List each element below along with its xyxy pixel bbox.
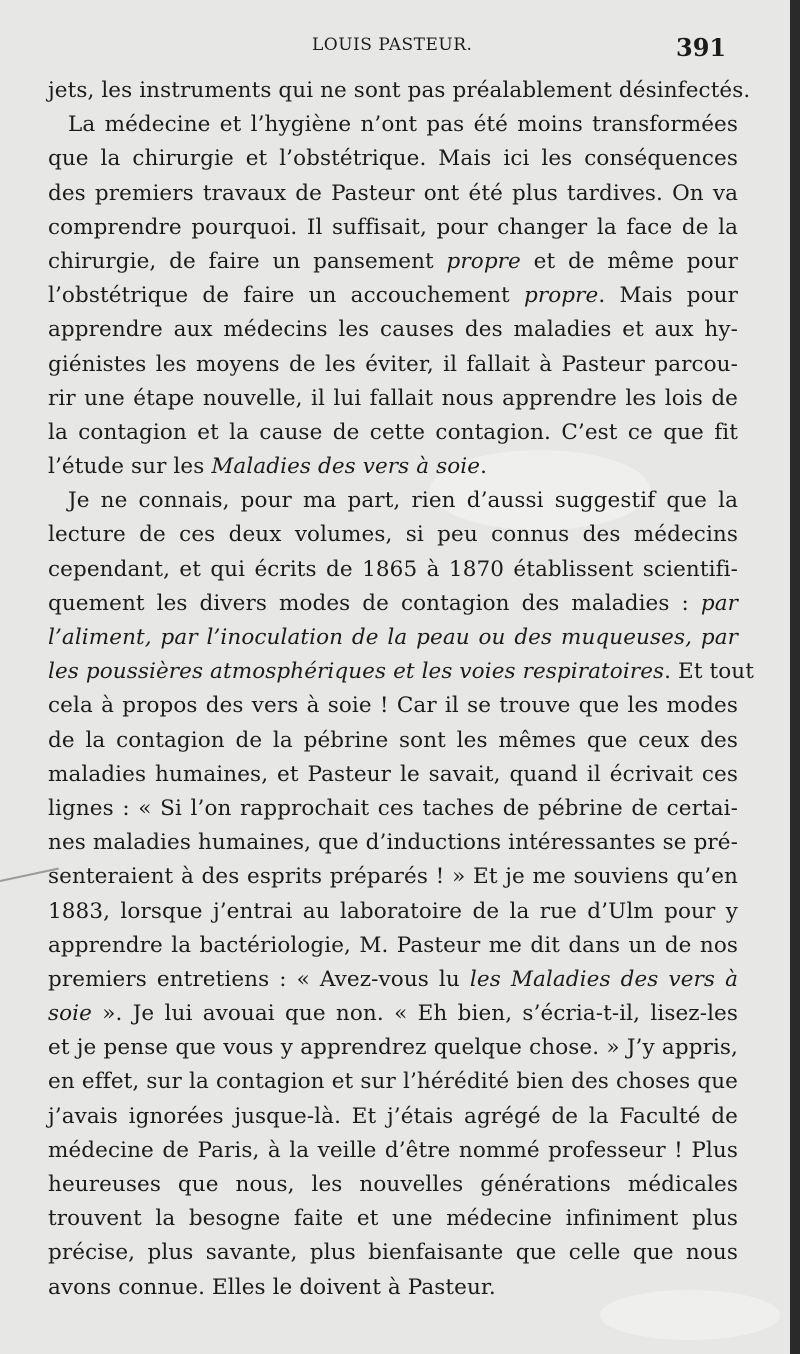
text-line [48,860,738,894]
text-segment: cela à propos des vers à soie ! Car il se trouve que les modes [48,693,738,719]
text-segment: chirurgie, de faire un pansement [48,248,447,274]
text-line [48,895,738,929]
text-line [48,416,738,450]
text-segment: médecine de Paris, à la veille d’être nommé professeur ! Plus [48,1137,738,1163]
text-line [48,1134,738,1168]
text-segment: . Mais pour [598,283,738,309]
text-line [48,1031,738,1065]
text-segment: quement les divers modes de contagion des maladies : [48,590,701,616]
text-segment: nes maladies humaines, que d’inductions intéressantes se pré- [48,830,738,856]
text-segment: comprendre pourquoi. Il suffisait, pour changer la face de la [48,214,738,240]
text-line [48,1100,738,1134]
text-line [48,758,738,792]
page-edge-shadow [790,0,800,1354]
text-line [48,142,738,176]
text-segment: et de même pour [520,248,738,274]
italic-text: propre [446,248,521,274]
text-line [48,450,738,484]
text-line [48,826,738,860]
italic-text: Maladies des vers à soie [211,454,481,480]
text-line [48,211,738,245]
italic-text: propre [523,283,599,309]
text-segment: la contagion et la cause de cette contagion. C’est ce que fit [48,419,738,445]
text-segment: premiers entretiens : « Avez-vous lu [48,966,470,992]
text-line [48,963,738,997]
text-line [48,655,754,689]
text-segment: heureuses que nous, les nouvelles générations médicales [48,1172,738,1197]
text-segment: lecture de ces deux volumes, si peu connus des médecins [48,522,738,548]
page-number: 391 [676,33,727,62]
text-line [48,1168,738,1202]
running-head [0,33,790,63]
text-line [48,177,738,211]
text-segment: en effet, sur la contagion et sur l’hérédité bien des choses que [48,1069,738,1095]
text-line [48,997,738,1031]
text-line [48,382,738,416]
text-segment: trouvent la besogne faite et une médecine infiniment plus [48,1206,738,1232]
text-line [48,792,738,826]
text-segment: l’obstétrique de faire un accouchement [48,283,524,309]
text-segment: giénistes les moyens de les éviter, il fallait à Pasteur parcou- [48,351,738,377]
text-line [48,484,738,518]
text-line [48,553,738,587]
text-segment: Je ne connais, pour ma part, rien d’aussi suggestif que la [68,488,738,514]
italic-text: les poussières atmosphériques et les voies respiratoires [48,659,665,685]
text-segment: senteraient à des esprits préparés ! » Et je me souviens qu’en [48,864,738,890]
text-line [48,929,738,963]
text-line [48,1065,738,1099]
text-segment: apprendre la bactériologie, M. Pasteur me dit dans un de nos [48,932,738,958]
text-line [48,1202,738,1236]
text-segment: l’étude sur les [48,454,212,480]
text-segment: 1883, lorsque j’entrai au laboratoire de la rue d’Ulm pour y [48,898,738,924]
italic-text: soie [48,1001,92,1027]
italic-text: les Maladies des vers à [469,966,738,992]
text-line [48,245,738,279]
text-segment: rir une étape nouvelle, il lui fallait nous apprendre les lois de [48,385,738,411]
text-segment: et je pense que vous y apprendrez quelque chose. » J’y appris, [48,1035,738,1061]
italic-text: l’aliment, par l’inoculation de la peau ou des muqueuses, par [48,625,738,650]
text-line [48,1271,738,1305]
text-line [48,108,738,142]
text-segment: maladies humaines, et Pasteur le savait, quand il écrivait ces [48,761,738,787]
text-line [48,724,738,758]
text-segment: . [480,454,488,480]
text-line [48,518,738,552]
text-line [48,313,738,347]
running-title: LOUIS PASTEUR. [312,35,473,55]
text-segment: des premiers travaux de Pasteur ont été plus tardives. On va [48,180,738,206]
text-line [48,587,738,621]
text-segment: . Et tout [664,659,754,685]
text-segment: lignes : « Si l’on rapprochait ces taches de pébrine de certai- [48,795,738,821]
text-segment: La médecine et l’hygiène n’ont pas été moins transformées [68,112,738,138]
italic-text: par [700,590,738,616]
text-segment: j’avais ignorées jusque-là. Et j’étais agrégé de la Faculté de [48,1103,738,1129]
text-segment: que la chirurgie et l’obstétrique. Mais ici les conséquences [48,146,738,172]
text-line [48,689,738,723]
body-text [48,74,754,1305]
text-line [48,279,738,313]
text-line [48,74,751,108]
text-segment: de la contagion de la pébrine sont les mêmes que ceux des [48,727,738,753]
text-segment: ». Je lui avouai que non. « Eh bien, s’écria-t-il, lisez-les [91,1001,738,1027]
text-segment: précise, plus savante, plus bienfaisante que celle que nous [48,1240,738,1266]
text-line [48,348,738,382]
text-segment: cependant, et qui écrits de 1865 à 1870 établissent scientifi- [48,556,738,582]
text-line [48,1236,738,1270]
text-segment: avons connue. Elles le doivent à Pasteur. [48,1274,496,1300]
text-segment: apprendre aux médecins les causes des maladies et aux hy- [48,317,738,343]
text-line [48,621,738,655]
text-segment: jets, les instruments qui ne sont pas préalablement désinfectés. [48,78,751,103]
